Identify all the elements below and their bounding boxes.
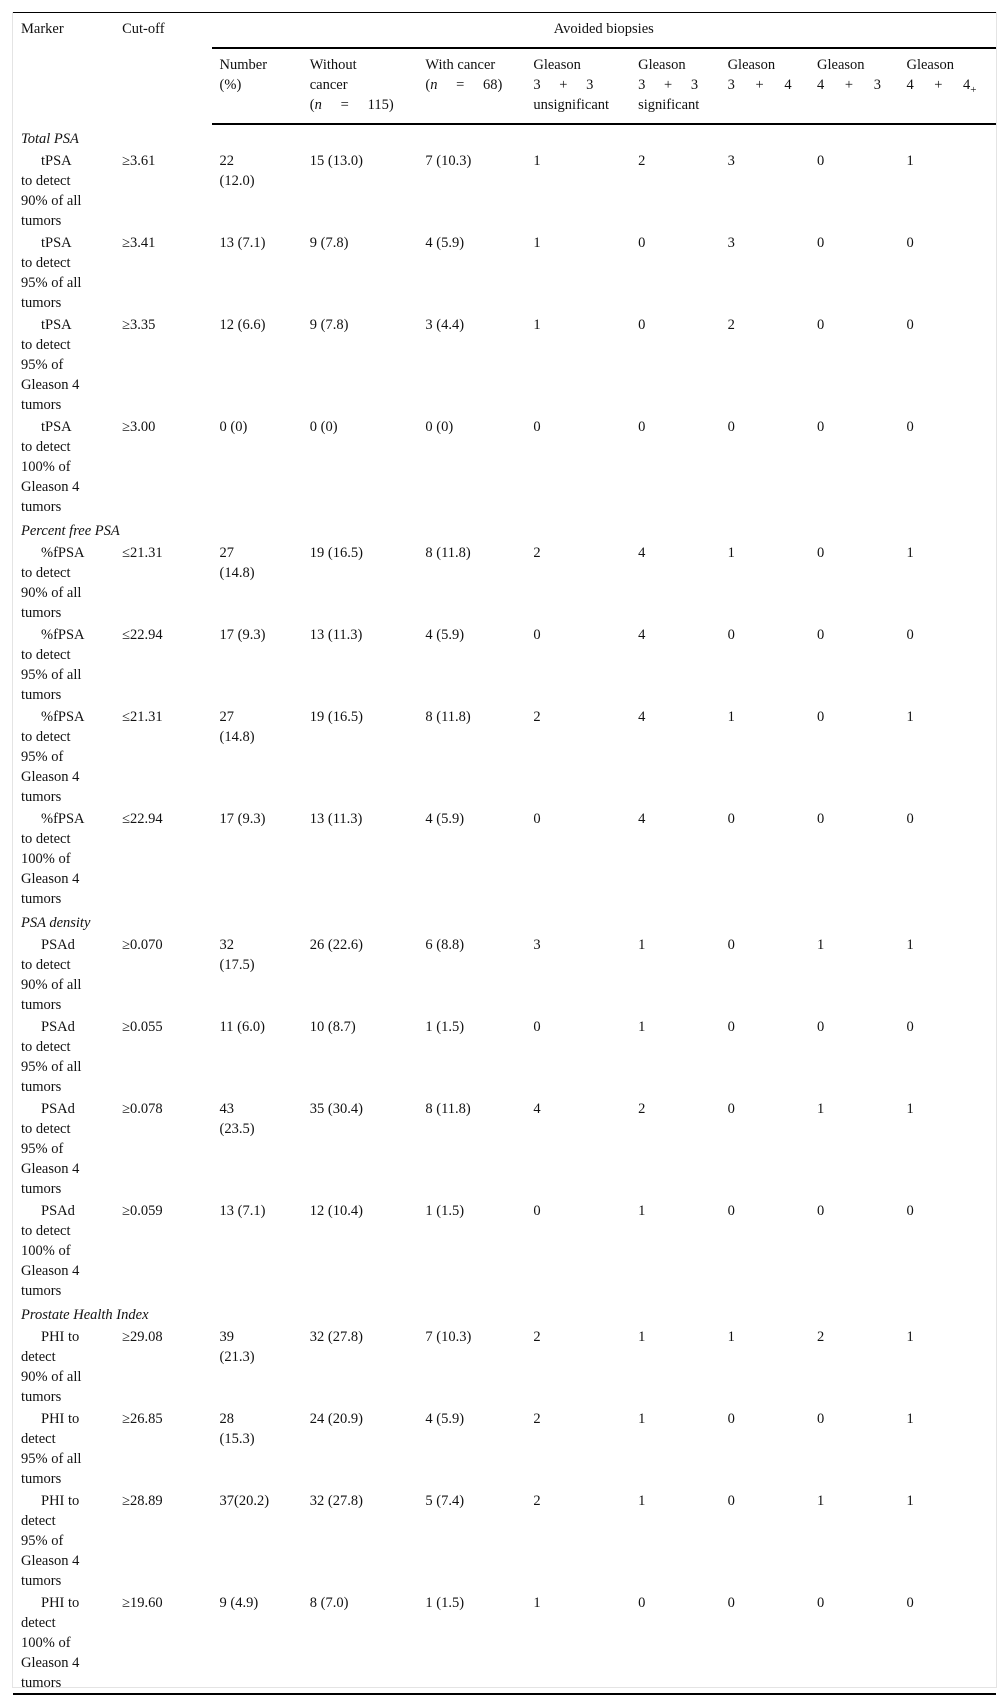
number-line: 43 (219, 1101, 235, 1117)
group-header-row (13, 1301, 996, 1325)
g4-cell: 0 (817, 1591, 906, 1694)
table-row (13, 933, 996, 1015)
number-line: 27 (219, 545, 235, 561)
number-cell (212, 541, 310, 623)
header-number: Number (%) (212, 48, 310, 124)
with-cell: 4 (5.9) (425, 1411, 465, 1427)
marker-line: to detect (21, 1223, 71, 1239)
marker-line: tPSA (41, 235, 72, 251)
group-header-row (13, 124, 996, 149)
g4-cell: 0 (817, 545, 825, 561)
marker-cell (13, 1199, 122, 1301)
marker-line: tumors (21, 1573, 62, 1589)
marker-line: 95% of all (21, 1059, 82, 1075)
marker-line: PHI to (41, 1493, 80, 1509)
marker-line: 95% of (21, 1141, 64, 1157)
g2-cell: 1 (638, 1019, 646, 1035)
number-cell (212, 231, 310, 313)
table-row (13, 1325, 996, 1407)
g1-cell: 0 (533, 627, 541, 643)
marker-line: 95% of all (21, 275, 82, 291)
g3-cell: 0 (727, 1203, 735, 1219)
number-cell (212, 807, 310, 909)
g5-cell: 0 (906, 811, 914, 827)
group-title: Total PSA (21, 131, 79, 147)
g4-cell: 0 (817, 419, 825, 435)
number-cell (212, 623, 310, 705)
g5-cell: 1 (906, 709, 914, 725)
table-row (13, 1591, 996, 1694)
g4-cell: 0 (817, 709, 825, 725)
number-line: 27 (219, 709, 235, 725)
without-cell: 26 (22.6) (309, 937, 363, 953)
marker-line: tumors (21, 1283, 62, 1299)
marker-line: to detect (21, 565, 71, 581)
number-line: 28 (219, 1411, 235, 1427)
group-title: Percent free PSA (21, 523, 120, 539)
g5-cell: 1 (906, 1493, 914, 1509)
g3-cell: 0 (727, 937, 735, 953)
number-cell (212, 149, 310, 231)
without-cell: 19 (16.5) (309, 545, 363, 561)
g5-cell: 0 (906, 235, 914, 251)
marker-line: tumors (21, 687, 62, 703)
g5-cell: 1 (906, 1329, 914, 1345)
marker-cell (13, 1325, 122, 1407)
marker-line: detect (21, 1431, 56, 1447)
without-cell: 0 (0) (309, 419, 338, 435)
number-line: 0 (0) (219, 419, 248, 435)
marker-cell (13, 415, 122, 517)
marker-line: Gleason 4 (21, 1263, 80, 1279)
g3-cell: 3 (727, 235, 735, 251)
g3-cell: 2 (727, 317, 735, 333)
g4-cell: 0 (817, 1019, 825, 1035)
number-cell (212, 705, 310, 807)
g1-cell: 0 (533, 811, 541, 827)
cutoff-cell: ≤22.94 (122, 811, 163, 827)
marker-line: tumors (21, 891, 62, 907)
g4-cell: 2 (817, 1329, 825, 1345)
group-title: PSA density (21, 915, 91, 931)
marker-line: tumors (21, 789, 62, 805)
g5-cell: 1 (906, 1411, 914, 1427)
marker-line: tumors (21, 213, 62, 229)
marker-line: 100% of (21, 459, 71, 475)
cutoff-cell: ≥0.059 (122, 1203, 163, 1219)
header-without-cancer: Without cancer (n = 115) (310, 48, 426, 124)
g3-cell: 0 (727, 1101, 735, 1117)
marker-line: Gleason 4 (21, 1553, 80, 1569)
g5-cell: 0 (906, 419, 914, 435)
g1-cell: 4 (533, 1101, 541, 1117)
marker-cell (13, 313, 122, 415)
number-line: 17 (9.3) (219, 811, 266, 827)
g5-cell: 0 (906, 317, 914, 333)
g2-cell: 4 (638, 545, 646, 561)
group-header-row (13, 517, 996, 541)
cutoff-cell: ≥19.60 (122, 1591, 211, 1694)
g2-cell: 2 (638, 153, 646, 169)
marker-line: detect (21, 1615, 56, 1631)
number-cell (212, 1325, 310, 1407)
with-cell: 8 (11.8) (425, 545, 471, 561)
header-gleason-4-4-plus: Gleason 4 + $4_+$ (906, 48, 996, 124)
table-row (13, 705, 996, 807)
g3-cell: 0 (727, 419, 735, 435)
header-marker: Marker (13, 13, 122, 125)
cutoff-cell: ≥3.35 (122, 317, 156, 333)
marker-line: Gleason 4 (21, 1655, 80, 1671)
number-line: (14.8) (219, 729, 255, 745)
with-cell: 1 (1.5) (425, 1203, 465, 1219)
marker-cell (13, 149, 122, 231)
g1-cell: 2 (533, 709, 541, 725)
number-line: 32 (219, 937, 235, 953)
g1-cell: 1 (533, 235, 541, 251)
with-cell: 8 (11.8) (425, 709, 471, 725)
number-cell (212, 313, 310, 415)
number-cell (212, 1489, 310, 1591)
g2-cell: 1 (638, 937, 646, 953)
g4-cell: 0 (817, 627, 825, 643)
g4-cell: 0 (817, 1203, 825, 1219)
marker-cell (13, 705, 122, 807)
g2-cell: 1 (638, 1203, 646, 1219)
without-cell: 19 (16.5) (309, 709, 363, 725)
table-row (13, 149, 996, 231)
number-line: 39 (219, 1329, 235, 1345)
without-cell: 35 (30.4) (309, 1101, 363, 1117)
marker-line: Gleason 4 (21, 769, 80, 785)
g1-cell: 1 (533, 153, 541, 169)
marker-cell (13, 1015, 122, 1097)
number-line: 13 (7.1) (219, 235, 266, 251)
marker-cell (13, 1591, 122, 1694)
with-cell: 6 (8.8) (425, 937, 465, 953)
marker-line: tumors (21, 997, 62, 1013)
with-cell: 1 (1.5) (425, 1591, 533, 1694)
table-row (13, 807, 996, 909)
number-line: (15.3) (219, 1431, 255, 1447)
marker-line: detect (21, 1513, 56, 1529)
g4-cell: 0 (817, 317, 825, 333)
g1-cell: 2 (533, 1411, 541, 1427)
marker-line: PSAd (41, 937, 75, 953)
g1-cell: 2 (533, 1493, 541, 1509)
marker-line: Gleason 4 (21, 377, 80, 393)
marker-line: to detect (21, 173, 71, 189)
marker-line: 100% of (21, 1635, 71, 1651)
header-cutoff: Cut-off (122, 13, 211, 125)
marker-line: tumors (21, 1471, 62, 1487)
g4-cell: 0 (817, 153, 825, 169)
cutoff-cell: ≥0.055 (122, 1019, 163, 1035)
number-line: 9 (4.9) (219, 1595, 259, 1611)
number-line: 11 (6.0) (219, 1019, 265, 1035)
without-cell: 8 (7.0) (310, 1591, 426, 1694)
cutoff-cell: ≥3.61 (122, 153, 156, 169)
number-line: 17 (9.3) (219, 627, 266, 643)
g2-cell: 0 (638, 235, 646, 251)
g1-cell: 3 (533, 937, 541, 953)
number-line: 37(20.2) (219, 1493, 270, 1509)
with-cell: 7 (10.3) (425, 1329, 472, 1345)
with-cell: 4 (5.9) (425, 811, 465, 827)
header-with-cancer: With cancer (n = 68) (425, 48, 533, 124)
marker-line: tPSA (41, 153, 72, 169)
g5-cell: 1 (906, 153, 914, 169)
g4-cell: 1 (817, 937, 825, 953)
table-row (13, 623, 996, 705)
with-cell: 0 (0) (425, 419, 454, 435)
g5-cell: 1 (906, 937, 914, 953)
number-line: 13 (7.1) (219, 1203, 266, 1219)
header-avoided-biopsies: Avoided biopsies (212, 13, 996, 49)
marker-line: 90% of all (21, 193, 82, 209)
cutoff-cell: ≥0.070 (122, 937, 163, 953)
g4-cell: 1 (817, 1493, 825, 1509)
marker-line: 95% of all (21, 1451, 82, 1467)
g1-cell: 0 (533, 419, 541, 435)
g4-cell: 0 (817, 1411, 825, 1427)
table-row (13, 313, 996, 415)
with-cell: 3 (4.4) (425, 317, 465, 333)
number-line: (21.3) (219, 1349, 255, 1365)
table-header (13, 13, 996, 125)
marker-line: tumors (21, 605, 62, 621)
g2-cell: 1 (638, 1411, 646, 1427)
g2-cell: 1 (638, 1493, 646, 1509)
marker-line: to detect (21, 1121, 71, 1137)
without-cell: 9 (7.8) (309, 235, 349, 251)
with-cell: 4 (5.9) (425, 627, 465, 643)
g5-cell: 0 (906, 1591, 996, 1694)
number-cell (212, 1407, 310, 1489)
table-row (13, 1489, 996, 1591)
g2-cell: 0 (638, 419, 646, 435)
marker-line: detect (21, 1349, 56, 1365)
g1-cell: 1 (533, 317, 541, 333)
with-cell: 8 (11.8) (425, 1101, 471, 1117)
g3-cell: 1 (727, 709, 735, 725)
number-line: (17.5) (219, 957, 255, 973)
marker-line: PSAd (41, 1101, 75, 1117)
marker-line: %fPSA (41, 811, 85, 827)
without-cell: 13 (11.3) (309, 811, 363, 827)
number-cell (212, 933, 310, 1015)
number-cell (212, 1199, 310, 1301)
g2-cell: 1 (638, 1329, 646, 1345)
marker-cell (13, 933, 122, 1015)
marker-line: Gleason 4 (21, 871, 80, 887)
without-cell: 15 (13.0) (309, 153, 363, 169)
g3-cell: 0 (727, 1019, 735, 1035)
number-cell (212, 1015, 310, 1097)
marker-line: 90% of all (21, 585, 82, 601)
cutoff-cell: ≤21.31 (122, 709, 163, 725)
marker-line: 100% of (21, 851, 71, 867)
marker-line: PSAd (41, 1019, 75, 1035)
marker-line: tPSA (41, 317, 72, 333)
number-line: 22 (219, 153, 235, 169)
marker-cell (13, 807, 122, 909)
marker-line: 95% of (21, 357, 64, 373)
marker-line: tumors (21, 397, 62, 413)
g2-cell: 0 (638, 1591, 727, 1694)
without-cell: 12 (10.4) (309, 1203, 363, 1219)
table-row (13, 1199, 996, 1301)
g4-cell: 0 (817, 235, 825, 251)
group-header-row (13, 909, 996, 933)
g2-cell: 4 (638, 811, 646, 827)
marker-line: PHI to (41, 1595, 80, 1611)
marker-line: to detect (21, 337, 71, 353)
g3-cell: 3 (727, 153, 735, 169)
number-line: (23.5) (219, 1121, 255, 1137)
table-row (13, 1097, 996, 1199)
table-row (13, 1015, 996, 1097)
number-cell (212, 1097, 310, 1199)
g3-cell: 0 (727, 1493, 735, 1509)
g4-cell: 1 (817, 1101, 825, 1117)
g5-cell: 1 (906, 545, 914, 561)
marker-line: 100% of (21, 1243, 71, 1259)
table-row (13, 231, 996, 313)
g5-cell: 0 (906, 1019, 914, 1035)
table-row (13, 415, 996, 517)
marker-line: to detect (21, 439, 71, 455)
without-cell: 10 (8.7) (309, 1019, 356, 1035)
marker-line: 90% of all (21, 977, 82, 993)
without-cell: 32 (27.8) (309, 1493, 363, 1509)
avoided-biopsies-table (13, 12, 996, 1695)
without-cell: 24 (20.9) (309, 1411, 363, 1427)
marker-line: Gleason 4 (21, 1161, 80, 1177)
g5-cell: 0 (906, 1203, 914, 1219)
marker-line: PSAd (41, 1203, 75, 1219)
group-title: Prostate Health Index (21, 1307, 149, 1323)
number-line: (14.8) (219, 565, 255, 581)
without-cell: 13 (11.3) (309, 627, 363, 643)
cutoff-cell: ≥3.41 (122, 235, 156, 251)
header-gleason-3-3-unsignificant: Gleason 3 + 3 unsignificant (533, 48, 638, 124)
g2-cell: 2 (638, 1101, 646, 1117)
marker-line: tumors (21, 499, 62, 515)
number-line: (12.0) (219, 173, 255, 189)
number-line: 12 (6.6) (219, 317, 266, 333)
cutoff-cell: ≥26.85 (122, 1411, 163, 1427)
table-body (13, 124, 996, 1694)
marker-cell (13, 1097, 122, 1199)
cutoff-cell: ≥28.89 (122, 1493, 163, 1509)
g3-cell: 0 (727, 811, 735, 827)
marker-line: to detect (21, 647, 71, 663)
marker-cell (13, 1489, 122, 1591)
marker-line: to detect (21, 1039, 71, 1055)
cutoff-cell: ≥0.078 (122, 1101, 163, 1117)
g2-cell: 4 (638, 627, 646, 643)
marker-line: tumors (21, 1079, 62, 1095)
g5-cell: 0 (906, 627, 914, 643)
number-cell (212, 1591, 310, 1694)
marker-line: %fPSA (41, 709, 85, 725)
marker-line: tumors (21, 1181, 62, 1197)
marker-line: 95% of all (21, 667, 82, 683)
marker-line: PHI to (41, 1411, 80, 1427)
marker-line: %fPSA (41, 545, 85, 561)
g3-cell: 1 (727, 545, 735, 561)
g4-cell: 0 (817, 811, 825, 827)
marker-line: tumors (21, 295, 62, 311)
marker-line: 90% of all (21, 1369, 82, 1385)
g1-cell: 2 (533, 1329, 541, 1345)
cutoff-cell: ≤22.94 (122, 627, 163, 643)
marker-line: tumors (21, 1389, 62, 1405)
without-cell: 32 (27.8) (309, 1329, 363, 1345)
header-gleason-4-3: Gleason 4 + 3 (817, 48, 906, 124)
g1-cell: 0 (533, 1203, 541, 1219)
marker-cell (13, 623, 122, 705)
marker-line: 95% of (21, 749, 64, 765)
without-cell: 9 (7.8) (309, 317, 349, 333)
g1-cell: 0 (533, 1019, 541, 1035)
header-gleason-3-4: Gleason 3 + 4 (728, 48, 817, 124)
g2-cell: 0 (638, 317, 646, 333)
marker-line: tumors (21, 1675, 62, 1691)
g3-cell: 1 (727, 1329, 735, 1345)
marker-line: to detect (21, 255, 71, 271)
with-cell: 7 (10.3) (425, 153, 472, 169)
marker-cell (13, 541, 122, 623)
table-row (13, 1407, 996, 1489)
g3-cell: 0 (727, 627, 735, 643)
with-cell: 4 (5.9) (425, 235, 465, 251)
marker-cell (13, 231, 122, 313)
with-cell: 1 (1.5) (425, 1019, 465, 1035)
marker-line: to detect (21, 957, 71, 973)
g2-cell: 4 (638, 709, 646, 725)
cutoff-cell: ≥3.00 (122, 419, 156, 435)
g3-cell: 0 (727, 1411, 735, 1427)
marker-line: %fPSA (41, 627, 85, 643)
marker-line: to detect (21, 831, 71, 847)
g5-cell: 1 (906, 1101, 914, 1117)
marker-cell (13, 1407, 122, 1489)
g1-cell: 2 (533, 545, 541, 561)
table-row (13, 541, 996, 623)
cutoff-cell: ≥29.08 (122, 1329, 163, 1345)
marker-line: Gleason 4 (21, 479, 80, 495)
number-cell (212, 415, 310, 517)
g1-cell: 1 (533, 1591, 638, 1694)
marker-line: tPSA (41, 419, 72, 435)
marker-line: PHI to (41, 1329, 80, 1345)
header-gleason-3-3-significant: Gleason 3 + 3 significant (638, 48, 727, 124)
cutoff-cell: ≤21.31 (122, 545, 163, 561)
marker-line: to detect (21, 729, 71, 745)
g3-cell: 0 (728, 1591, 817, 1694)
with-cell: 5 (7.4) (425, 1493, 465, 1509)
marker-line: 95% of (21, 1533, 64, 1549)
